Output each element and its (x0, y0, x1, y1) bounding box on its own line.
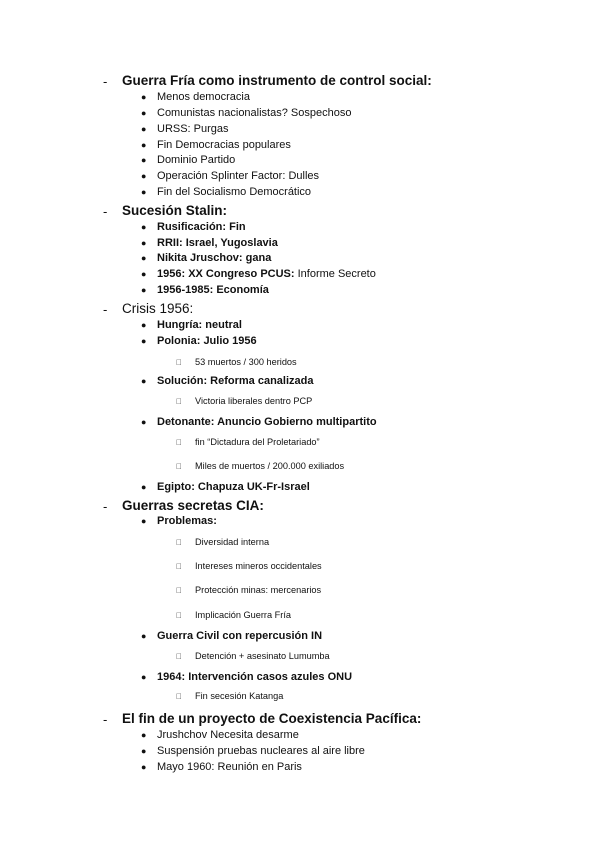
section-heading: Crisis 1956: (122, 301, 194, 316)
list-item: Egipto: Chapuza UK-Fr-Israel (157, 481, 310, 493)
square-bullet-icon (176, 693, 182, 701)
sub-list-item: Fin secesión Katanga (195, 691, 284, 701)
square-bullet-icon (176, 439, 182, 447)
bullet-icon: ● (141, 672, 147, 682)
square-bullet-icon (176, 563, 182, 571)
list-item: Jrushchov Necesita desarme (157, 729, 299, 741)
sub-list-item: Diversidad interna (195, 537, 270, 547)
sub-list-item: Detención + asesinato Lumumba (195, 651, 330, 661)
bullet-icon: ● (141, 253, 147, 263)
list-item: Polonia: Julio 1956 (157, 335, 257, 347)
bullet-icon: ● (141, 482, 147, 492)
sub-list-item: Miles de muertos / 200.000 exiliados (195, 461, 345, 471)
bullet-icon: ● (141, 516, 147, 526)
section-heading: Guerras secretas CIA: (122, 498, 264, 513)
bullet-icon: ● (141, 108, 147, 118)
list-item: Mayo 1960: Reunión en Paris (157, 761, 302, 773)
bullet-icon: ● (141, 140, 147, 150)
section-dash: - (103, 74, 108, 89)
list-item (157, 253, 271, 264)
list-item: Menos democracia (157, 91, 250, 103)
list-item-bold: Nikita Jruschov: gana (157, 252, 272, 264)
list-item-bold: RRII: Israel, Yugoslavia (157, 237, 278, 249)
sub-list-item: 53 muertos / 300 heridos (195, 357, 297, 367)
list-item: 1964: Intervención casos azules ONU (157, 671, 353, 683)
bullet-icon: ● (141, 417, 147, 427)
list-item: Hungría: neutral (157, 319, 242, 331)
sub-list-item: Intereses mineros occidentales (195, 561, 322, 571)
section-heading: El fin de un proyecto de Coexistencia Pacífica: (122, 711, 422, 726)
list-item (157, 238, 278, 249)
bullet-icon: ● (141, 238, 147, 248)
section-heading: Sucesión Stalin: (122, 203, 228, 218)
sub-list-item: Protección minas: mercenarios (195, 585, 322, 595)
list-item: Operación Splinter Factor: Dulles (157, 170, 320, 182)
list-item: URSS: Purgas (157, 123, 229, 135)
list-item: Guerra Civil con repercusión IN (157, 630, 323, 642)
list-item: Suspensión pruebas nucleares al aire libre (157, 745, 365, 757)
bullet-icon: ● (141, 730, 147, 740)
sub-list-item: fin “Dictadura del Proletariado” (195, 437, 320, 447)
list-item: Solución: Reforma canalizada (157, 375, 314, 387)
bullet-icon: ● (141, 746, 147, 756)
list-item: Fin del Socialismo Democrático (157, 186, 312, 198)
list-item (157, 222, 246, 233)
section-dash: - (103, 204, 108, 219)
square-bullet-icon (176, 612, 182, 620)
bullet-icon: ● (141, 92, 147, 102)
bullet-icon: ● (141, 155, 147, 165)
bullet-icon: ● (141, 336, 147, 346)
list-item-bold: Rusificación: Fin (157, 221, 246, 233)
sub-list-item: Implicación Guerra Fría (195, 610, 291, 620)
section-dash: - (103, 499, 108, 514)
square-bullet-icon (176, 463, 182, 471)
bullet-icon: ● (141, 171, 147, 181)
bullet-icon: ● (141, 187, 147, 197)
square-bullet-icon (176, 587, 182, 595)
section-dash: - (103, 712, 108, 727)
list-item-bold: 1956: XX Congreso PCUS: (157, 268, 295, 280)
bullet-icon: ● (141, 762, 147, 772)
list-item: Detonante: Anuncio Gobierno multipartito (157, 416, 377, 428)
square-bullet-icon (176, 539, 182, 547)
square-bullet-icon (176, 359, 182, 367)
bullet-icon: ● (141, 285, 147, 295)
list-item: Dominio Partido (157, 154, 236, 166)
section-dash: - (103, 302, 108, 317)
list-item: Fin Democracias populares (157, 139, 291, 151)
list-item-bold: 1956-1985: Economía (157, 284, 269, 296)
bullet-icon: ● (141, 376, 147, 386)
bullet-icon: ● (141, 320, 147, 330)
bullet-icon: ● (141, 124, 147, 134)
list-item-rest: Informe Secreto (294, 268, 376, 280)
list-item (157, 285, 269, 296)
bullet-icon: ● (141, 222, 147, 232)
bullet-icon: ● (141, 269, 147, 279)
sub-list-item: Victoria liberales dentro PCP (195, 396, 313, 406)
bullet-icon: ● (141, 631, 147, 641)
list-item (157, 269, 376, 280)
square-bullet-icon (176, 398, 182, 406)
section-heading: Guerra Fría como instrumento de control social: (122, 73, 432, 88)
list-item: Problemas: (157, 515, 217, 527)
square-bullet-icon (176, 653, 182, 661)
list-item: Comunistas nacionalistas? Sospechoso (157, 107, 352, 119)
